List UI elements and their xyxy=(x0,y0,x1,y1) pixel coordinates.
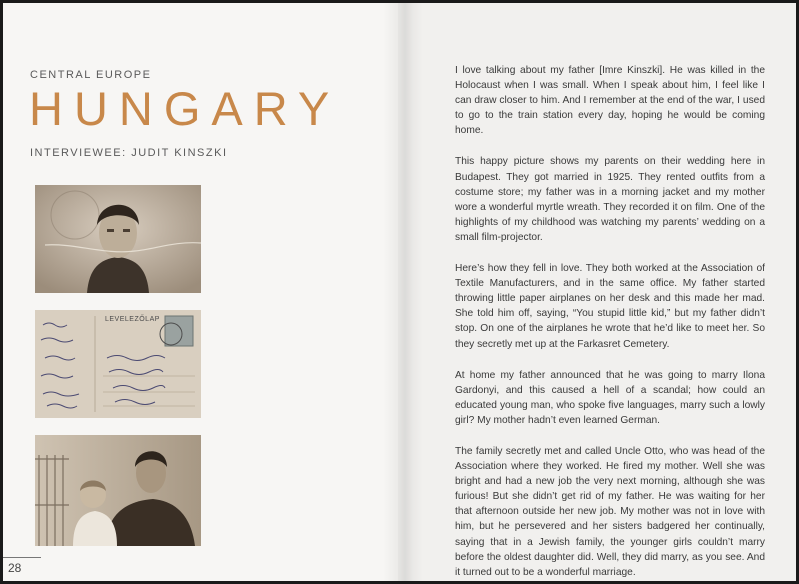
postcard-stamp-label: LEVELEZŐLAP xyxy=(105,316,160,323)
man-and-child-image xyxy=(35,435,201,546)
page-number: 28 xyxy=(8,561,22,575)
portrait-photo xyxy=(35,185,201,293)
region-label: CENTRAL EUROPE xyxy=(30,69,152,81)
postcard-photo xyxy=(35,310,201,418)
paragraph-2: This happy picture shows my parents on their wedding here in Budapest. They got married in 1925. They rented outfits from a costume store; my father was in a morning jacket and my mother wore a wonderful myrtle wreath. They recorded it on film. One of the highlights of my childhood was watching my parents’ wedding on a small film-projector. xyxy=(455,156,765,243)
book-gutter xyxy=(383,3,423,581)
book-spread xyxy=(3,3,796,581)
page-number-rule xyxy=(3,557,41,558)
paragraph-5: The family secretly met and called Uncle Otto, who was head of the Association where they worked. He fired my mother. Well she was bright and had a new job the very next morning, although she was furious! But she didn’t get rid of my father. He was waiting for her that afternoon outside her new job. My mother was not in love with him, but he persevered and her sisters badgered her continually, saying that in a Jewish family, the younger girls couldn’t marry before the oldest daughter did. Well, they did marry, as you see. And it turned out to be a wonderful marriage. xyxy=(455,445,765,578)
paragraph-4: At home my father announced that he was going to marry Ilona Gardonyi, and this caused a hell of a scandal; how could an educated young man, who spoke five languages, marry such a lowly girl? My mother hadn’t even learned German. xyxy=(455,369,765,426)
interviewee-label: INTERVIEWEE: JUDIT KINSZKI xyxy=(30,147,228,159)
country-title: HUNGARY xyxy=(29,82,341,135)
man-and-child-photo xyxy=(35,435,201,546)
portrait-image xyxy=(35,185,201,293)
paragraph-3: Here’s how they fell in love. They both worked at the Association of Textile Manufacturers, and in the same office. My father started throwing little paper airplanes on her desk and this made her mad. She told him off, saying, “You stupid little kid,” but my father didn’t stop. On one of the airplanes he wrote that he’d like to meet her. So they secretly met up at the Farkasret Cemetery. xyxy=(455,263,765,350)
interview-text xyxy=(455,63,765,581)
left-page xyxy=(3,3,398,581)
paragraph-1: I love talking about my father [Imre Kinszki]. He was killed in the Holocaust when I was small. When I speak about him, I feel like I can draw closer to him. And I remember at the end of the war, I used to go to the train station every day, hoping he would be coming home. xyxy=(455,65,765,137)
postcard-image xyxy=(35,310,201,418)
